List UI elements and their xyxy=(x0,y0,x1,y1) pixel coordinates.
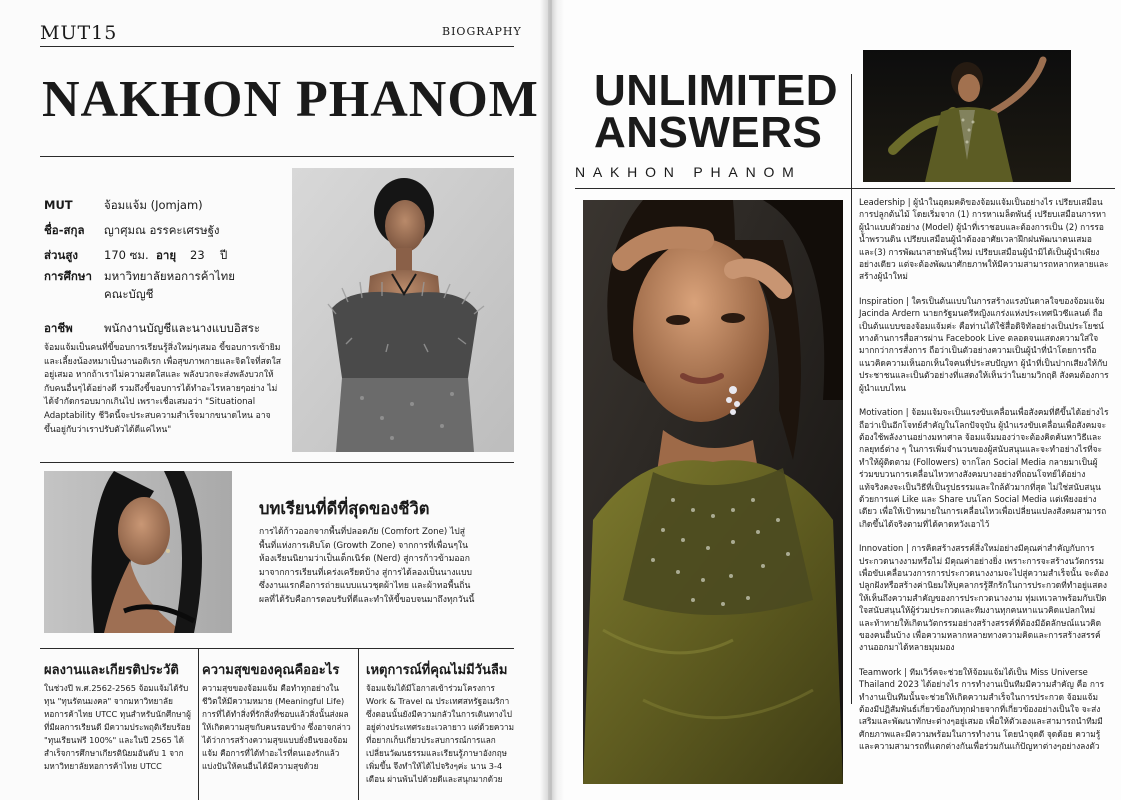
bottom-section-rule xyxy=(40,648,514,649)
column-divider-horizontal xyxy=(575,188,1115,189)
works-heading: ผลงานและเกียรติประวัติ xyxy=(44,663,179,678)
qa-leadership: Leadership | ผู้นำในอุดมคติของจ้อมแจ้มเป็นอย่างไร เปรียบเสมือนการปลูกต้นไม้ โดยเริ่มจาก (1) การหาเมล็ดพันธุ์ เปรียบเสมือนการหาผู้นำแบบตัวอย่าง (Model) ผู้นำที่เราชอบและต้องการเป็น (2) การรอน้ำพรวนดิน เปรียบเสมือนผู้นำต้องอาศัยเวลาฝึกฝนพัฒนาตนเสมอ และ(3) การพัฒนาสายพันธุ์ใหม่ เปรียบเสมือนผู้นำมิได้เป็นผู้นำเพียงอย่างเดียว แต่จะต้องพัฒนาศักยภาพให้มีความสามารถหลากหลายและสร้างผู้นำใหม่ xyxy=(859,197,1109,282)
works-body: ในช่วงปี พ.ศ.2562-2565 จ้อมแจ้มได้รับทุน "ทุนรัตนมงคล" จากมหาวิทยาลัยหอการค้าไทย UTCC ทุนสำหรับนักศึกษาผู้ที่มีผลการเรียนดี มีความประพฤติเรียบร้อย "ทุนเรียนฟรี 100%" และในปี 2565 ได้สำเร็จการศึกษาเกียรตินิยมอันดับ 1 จาก มหาวิทยาลัยหอการค้าไทย UTCC xyxy=(44,683,191,771)
feature-title xyxy=(594,66,839,157)
qa-teamwork: Teamwork | ทีมเวิร์คจะช่วยให้จ้อมแจ้มได้เป็น Miss Universe Thailand 2023 ได้อย่างไร การทำงานเป็นทีมมีความสำคัญ คือ การทำงานเป็นทีมนั้นจะช่วยให้เกิดความสำเร็จในการประกวด จ้อมแจ้มต้องมีปฏิสัมพันธ์เกี่ยวข้องกับทุกฝ่ายจากที่เกี่ยวข้องอย่างเป็นใจ จะส่งเสริมและพัฒนาทักษะต่างๆอยู่เสมอ เพื่อให้ตัวเองและสามารถนำทีมมีศักยภาพและมีความพร้อมในการทำงาน โดยนำจุดดี จุดด้อย ความรู้และความสามารถที่แตกต่างกันเพื่อร่วมกันแก้ปัญหาต่างๆอย่างลงตัว xyxy=(859,666,1105,752)
info-value: พนักงานบัญชีและนางแบบอิสระ xyxy=(104,321,261,335)
section-label: BIOGRAPHY xyxy=(442,25,522,38)
memory-body: จ้อมแจ้มได้มีโอกาสเข้าร่วมโครงการ Work & Travel ณ ประเทศสหรัฐอเมริกา ซึ่งตอนนั้นยังมีความกลัวในการเดินทางไปอยู่ต่างประเทศระยะเวลายาว แต่ด้วยความที่อยากเก็บเกี่ยวประสบการณ์การแลกเปลี่ยนวัฒนธรรมและเรียนรู้ภาษาอังกฤษเพิ่มขึ้น จึงทำให้ได้ไปจริงๆค่ะ นาน 3-4 เดือน ผ่านพ้นไปด้วยดีและสนุกมากด้วย xyxy=(366,683,514,784)
happiness-body: ความสุขของจ้อมแจ้ม คือทำทุกอย่างในชีวิตให้มีความหมาย (Meaningful Life) การที่ได้ทำสิ่งที่รักสิ่งที่ชอบแล้วสิ่งนั้นส่งผลให้เกิดความสุขกับคนรอบข้าง ซึ่งอาจกล่าวได้ว่าการสร้างความสุขแบบยั่งยืนของจ้อมแจ้ม คือการที่ได้ทำอะไรที่ตนเองรักแล้วแบ่งปันให้คนอื่นได้มีความสุขด้วย xyxy=(202,683,351,771)
info-label: อาชีพ xyxy=(44,321,73,335)
qa-innovation: Innovation | การคิดสร้างสรรค์สิ่งใหม่อย่างมีคุณค่าสำคัญกับการประกวดนางงามหรือไม่ มีคุณค่าอย่างยิ่ง เพราะการจะสร้างนวัตกรรมเพื่อขับเคลื่อนวงการการประกวดนางงามจะไปสู่ความสำเร็จนั้น จะต้องปลูกฝังหรือสร้างค่านิยมให้บุคลากรรู้สึกรักในการประกวดที่ทำอยู่แสดงให้เห็นถึงความสำคัญของการประกวดนางงาม ทุ่มเทเวลาพร้อมกับเปิดใจสนับสนุนให้ผู้ร่วมประกวดและทีมงานทุกคนหาแนวคิดแปลกใหม่และท้าทายให้เกิดนวัตกรรมอย่างสร้างสรรค์ที่ต้องมีอัตลักษณ์แนวคิดของคนอื่นบ้าง เพื่อความหลากหลายทางความคิดและการสร้างสรรค์งานออกมาได้หลายมุมมอง xyxy=(859,543,1109,653)
title-rule xyxy=(40,156,514,157)
lesson-body: การได้ก้าวออกจากพื้นที่ปลอดภัย (Comfort Zone) ไปสู่พื้นที่แห่งการเติบโต (Growth Zone) จากการที่เพื่อนๆในห้องเรียนนิยามว่าเป็นเด็กเนิร์ด (Nerd) สู่การก้าวข้ามออกมาจากการเรียนที่เคร่งเครียดบ้าง สู่การได้ลองเป็นนางแบบ ซึ่งงานแรกคือการถ่ายแบบแนวชุดผ้าไทย และผ้าทอพื้นถิ่น ผลที่ได้รับคือการตอบรับที่ดีและทำให้ขี้ขอบจนมาถึงทุกวันนี้ xyxy=(259,527,475,605)
qa-motivation: Motivation | จ้อมแจ้มจะเป็นแรงขับเคลื่อนเพื่อสังคมที่ดีขึ้นได้อย่างไร ถือว่าเป็นอีกโจทย์สำคัญในโลกปัจจุบัน ผู้นำแรงขับเคลื่อนเพื่อสังคมจะต้องใช้พลังงานอย่างมหาศาล จ้อมแจ้มมองว่าจะต้องคิดค้นหาวิธีและกลยุทธ์ต่าง ๆ ในการเพิ่มจำนวนของผู้สนับสนุนและจะทำอย่างไรที่จะทำให้ผู้ติดตาม (Followers) จากโลก Social Media กลายมาเป็นผู้ร่วมขบวนการเคลื่อนไหวทางสังคมบางอย่างที่ถอนโจทย์ได้อย่างแท้จริงคงจะเป็นวิธีที่เป็นรูปธรรมและใกล้ตัวมากที่สุด ไม่ใช่สนับสนุนด้วยการแค่ Like และ Share บนโลก Social Media แต่เพียงอย่างเดียว เพื่อให้เป้าหมายในการเคลื่อนไหวเพื่อเปลี่ยนแปลงสังคมสามารถเกิดขึ้นได้จริงตามที่ได้คาดหวังเอาไว้ xyxy=(859,407,1109,529)
portrait-photo-closeup xyxy=(44,471,232,633)
qa-column xyxy=(859,196,1109,765)
age-unit: ปี xyxy=(220,248,228,262)
age-label: อายุ xyxy=(156,248,177,262)
age-value: 23 xyxy=(190,248,205,262)
feature-title-line2: ANSWERS xyxy=(594,108,823,157)
memory-heading: เหตุการณ์ที่คุณไม่มีวันลืม xyxy=(366,663,508,678)
happiness-heading: ความสุขของคุณคืออะไร xyxy=(202,663,340,678)
portrait-photo-olive-gown-large xyxy=(583,200,843,784)
info-label: การศึกษา xyxy=(44,269,92,283)
info-value: คณะบัญชี xyxy=(104,287,154,301)
info-value: ญาศุมณ อรรคะเศรษฐัง xyxy=(104,223,220,237)
column-divider xyxy=(358,648,359,800)
section-rule xyxy=(40,462,514,463)
portrait-photo-feather-dress xyxy=(292,168,514,452)
header-rule xyxy=(40,46,514,47)
info-value: 170 ซม. xyxy=(104,248,149,262)
info-label: MUT xyxy=(44,198,73,212)
info-label: ชื่อ-สกุล xyxy=(44,223,85,237)
column-divider-vertical xyxy=(851,74,852,704)
feature-subtitle: NAKHON PHANOM xyxy=(575,164,802,180)
page-gutter xyxy=(540,0,564,800)
page-title: NAKHON PHANOM xyxy=(42,71,539,128)
portrait-photo-olive-gown-small xyxy=(863,50,1071,182)
issue-label: MUT15 xyxy=(40,22,118,44)
lesson-heading: บทเรียนที่ดีที่สุดของชีวิต xyxy=(259,499,430,518)
bio-paragraph: จ้อมแจ้มเป็นคนที่ขี้ขอบการเรียนรู้สิ่งใหม่ๆเสมอ ขี้ขอบการเข้ายิมและเลี้ยงน้องหมาเป็นงานอดิเรก เพื่อสุขภาพกายและจิตใจที่สดใสอยู่เสมอ หากถ้าเราไม่ความสดใสและ พลังบวกจะส่งพลังบวกให้กับคนอื่นๆได้อย่างดี รวมถึงขี้ขอบการได้ทำอะไรหลายๆอย่าง ไม่ได้จำกัดกรอบมากเกินไป เพราะเชื่อเสมอว่า "Situational Adaptability ชีวิตนี้จะประสบความสำเร็จมากขนาดไหน อาจขึ้นอยู่กับว่าเราปรับตัวได้ดีแค่ไหน" xyxy=(44,343,281,435)
info-label: ส่วนสูง xyxy=(44,248,78,262)
feature-title-line1: UNLIMITED xyxy=(594,66,839,115)
column-divider xyxy=(198,648,199,800)
info-value: มหาวิทยาลัยหอการค้าไทย xyxy=(104,269,235,283)
qa-inspiration: Inspiration | ใครเป็นต้นแบบในการสร้างแรงบันดาลใจของจ้อมแจ้ม Jacinda Ardern นายกรัฐมนตรีหญิงแกร่งแห่งประเทศนิวซีแลนด์ ถือเป็นต้นแบบของจ้อมแจ้มค่ะ คือท่านได้ใช้สื่อดิจิทัลอย่างเป็นประโยชน์ทางด้านการสื่อสารผ่าน Facebook Live ตลอดจนแสดงความใส่ใจ มากกว่าการสั่งการ ถือว่าเป็นตัวอย่างความเป็นผู้นำที่นำโดยการถือแนวคิดความเห็นอกเห็นใจคนที่ประสบปัญหา ผู้นำที่เป็นปากเสียงให้กับประชาชนและเป็นตัวอย่างที่แสดงให้เห็นว่าในยามวิกฤติ สังคมต้องการผู้นำแบบไหน xyxy=(859,295,1109,393)
info-value: จ้อมแจ้ม (Jomjam) xyxy=(104,198,203,212)
